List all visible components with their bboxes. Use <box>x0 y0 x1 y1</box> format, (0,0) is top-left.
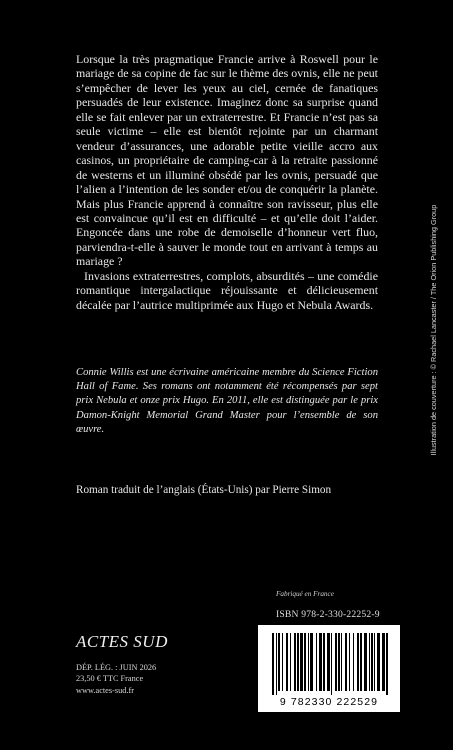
barcode-bar <box>374 633 375 691</box>
legal-deposit: DÉP. LÉG. : JUIN 2026 <box>76 663 157 672</box>
barcode-bar <box>294 633 296 691</box>
barcode-bar <box>323 633 325 691</box>
blurb-paragraph-1: Lorsque la très pragmatique Francie arrive à Roswell pour le mariage de sa copine de fac sur le thème des ovnis, elle ne peut s’empêcher de lever les yeux au ciel, cernée de fanatiques persuadés de leur existence. Imaginez donc sa surprise quand elle se fait enlever par un extraterrestre. Et Francie n’est pas sa seule victime – elle est bientôt rejointe par un charmant vendeur d’assurances, une adorable petite vieille accro aux casinos, un propriétaire de camping-car à la retraite passionné de westerns et un illuminé obsédé par les ovnis, persuadé que l’alien a l’intention de les sonder et/ou de conquérir la planète. Mais plus Francie apprend à connaître son ravisseur, plus elle est convaincue qu’il est en difficulté – et qu’elle doit l’aider. Engoncée dans une robe de demoiselle d’honneur vert fluo, parviendra-t-elle à sauver le monde tout en arrivant à temps au mariage ? <box>76 52 378 269</box>
barcode-bar <box>304 633 306 691</box>
barcode-bar <box>282 633 283 691</box>
barcode-bar <box>382 633 385 691</box>
barcode-bar <box>357 633 359 691</box>
barcode-bar <box>353 633 354 691</box>
barcode-bar <box>335 633 337 691</box>
barcode-bar <box>338 633 340 691</box>
barcode-bar <box>316 633 317 691</box>
back-cover-blurb <box>76 52 378 312</box>
barcode-bar <box>369 633 370 691</box>
barcode-bar <box>297 633 299 691</box>
barcode-bar <box>272 633 274 695</box>
barcode-bar <box>377 633 380 691</box>
barcode-bar <box>290 633 291 691</box>
cover-illustration-credit: Illustration de couverture : © Rachael Lancaster / The Orion Publishing Group <box>429 204 438 456</box>
barcode-bar <box>386 633 388 695</box>
barcode-bar <box>319 633 322 691</box>
legal-info <box>76 662 236 696</box>
made-in-label: Fabriqué en France <box>276 590 334 598</box>
barcode-bar <box>360 633 362 691</box>
publisher-logo: ACTES SUD <box>76 632 168 651</box>
barcode-bar <box>371 633 373 691</box>
barcode-bar <box>310 633 313 691</box>
barcode-bar <box>327 633 330 691</box>
barcode-bars <box>258 625 400 697</box>
publisher-website: www.actes-sud.fr <box>76 685 134 695</box>
barcode-bar <box>331 633 332 695</box>
barcode-bar <box>286 633 288 691</box>
price-label: 23,50 € TTC France <box>76 674 144 684</box>
barcode-bar <box>276 633 277 695</box>
barcode-bar <box>341 633 342 691</box>
barcode-digits: 9 782330 222529 <box>279 696 379 708</box>
translation-credit: Roman traduit de l’anglais (États-Unis) par Pierre Simon <box>76 484 332 496</box>
author-bio: Connie Willis est une écrivaine américaine membre du Science Fiction Hall of Fame. Ses romans ont notamment été récompensés par sept prix Nebula et onze prix Hugo. En 2011, elle est distinguée par le prix Damon-Knight Memorial Grand Master pour l’ensemble de son œuvre. <box>76 367 378 435</box>
barcode-bar <box>308 633 309 691</box>
barcode-bar <box>364 633 367 691</box>
barcode-bar <box>278 633 280 691</box>
barcode-bar <box>349 633 350 691</box>
barcode-bar <box>345 633 347 691</box>
isbn-label: ISBN 978-2-330-22252-9 <box>276 609 380 620</box>
barcode-bar <box>300 633 303 691</box>
barcode <box>258 625 400 712</box>
blurb-paragraph-2: Invasions extraterrestres, complots, absurdités – une comédie romantique intergalactique réjouissante et délicieusement décalée par l’autrice multiprimée aux Hugo et Nebula Awards. <box>76 268 378 312</box>
